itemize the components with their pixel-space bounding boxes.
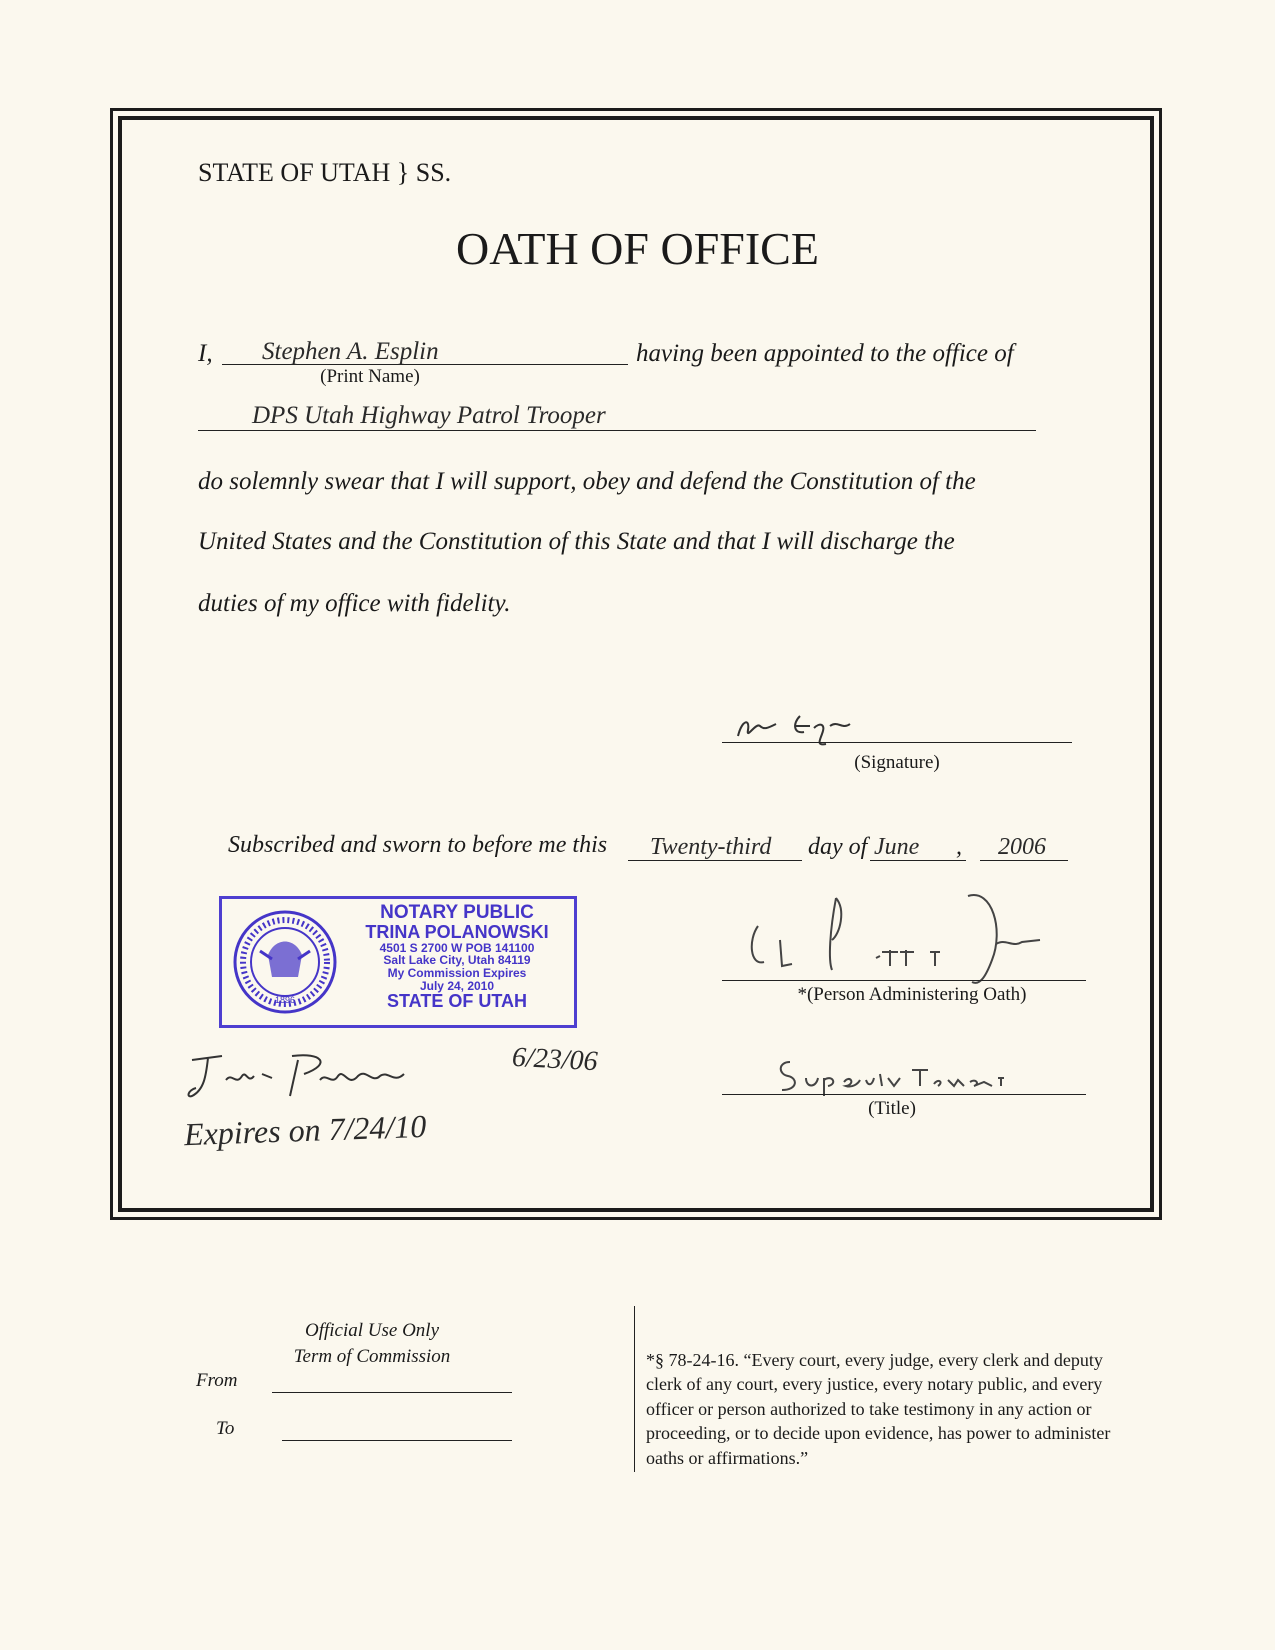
statute-text: *§ 78-24-16. “Every court, every judge, every clerk and deputy clerk of any court, every justice, every notary public, and every officer or person authorized to take testimony in any action or proceeding, or to decide upon evidence, has power to administer oaths or affirmations.” — [646, 1350, 1111, 1468]
office-underline — [198, 430, 1036, 431]
stamp-line-1: NOTARY PUBLIC — [380, 902, 534, 923]
signature-line — [722, 742, 1072, 743]
administrator-caption: *(Person Administering Oath) — [797, 984, 1027, 1005]
appointment-suffix: having been appointed to the office of — [636, 340, 1014, 367]
from-label: From — [196, 1370, 238, 1391]
sworn-prefix: Subscribed and sworn to before me this — [228, 832, 608, 858]
stamp-line-2: TRINA POLANOWSKI — [365, 921, 549, 942]
sworn-day: Twenty-third — [650, 834, 772, 860]
to-label: To — [216, 1418, 235, 1439]
notary-stamp — [219, 896, 577, 1028]
appointment-prefix: I, — [198, 340, 213, 367]
to-field-line[interactable] — [282, 1440, 512, 1441]
stamp-line-7: STATE OF UTAH — [387, 991, 527, 1012]
title-caption: (Title) — [868, 1098, 916, 1119]
notary-signature — [182, 1046, 502, 1106]
state-line: STATE OF UTAH } SS. — [198, 158, 452, 187]
notary-expires: Expires on 7/24/10 — [183, 1107, 427, 1153]
stamp-line-5: My Commission Expires — [387, 966, 527, 981]
official-use-heading: Official Use Only — [304, 1320, 440, 1341]
oath-line-1: do solemnly swear that I will support, obey and defend the Constitution of the — [198, 468, 976, 495]
utah-seal-icon — [230, 907, 340, 1017]
stamp-line-3: 4501 S 2700 W POB 141100 — [379, 940, 535, 955]
office-name: DPS Utah Highway Patrol Trooper — [252, 402, 606, 429]
oath-line-3: duties of my office with fidelity. — [198, 590, 511, 617]
oath-signature — [730, 700, 890, 748]
appointee-name: Stephen A. Esplin — [262, 338, 439, 365]
stamp-line-6: July 24, 2010 — [419, 978, 495, 993]
term-of-commission-heading: Term of Commission — [293, 1346, 451, 1367]
oath-line-2: United States and the Constitution of this State and that I will discharge the — [198, 528, 955, 555]
stamp-line-4: Salt Lake City, Utah 84119 — [383, 953, 531, 968]
sworn-month: June — [874, 834, 920, 860]
seal-year: 1896 — [274, 995, 296, 1005]
footer-divider — [634, 1306, 635, 1472]
page-title: OATH OF OFFICE — [456, 223, 819, 274]
print-name-caption: (Print Name) — [320, 366, 420, 387]
sworn-year: 2006 — [998, 834, 1046, 860]
administrator-signature — [740, 890, 1080, 990]
title-line — [722, 1094, 1086, 1095]
sworn-comma: , — [956, 834, 962, 860]
administrator-line — [722, 980, 1086, 981]
signature-caption: (Signature) — [854, 752, 940, 773]
from-field-line[interactable] — [272, 1392, 512, 1393]
stamp-text — [342, 903, 572, 1011]
notary-date: 6/23/06 — [511, 1041, 599, 1078]
sworn-day-of: day of — [808, 834, 868, 860]
administrator-title-handwriting — [772, 1056, 1012, 1096]
